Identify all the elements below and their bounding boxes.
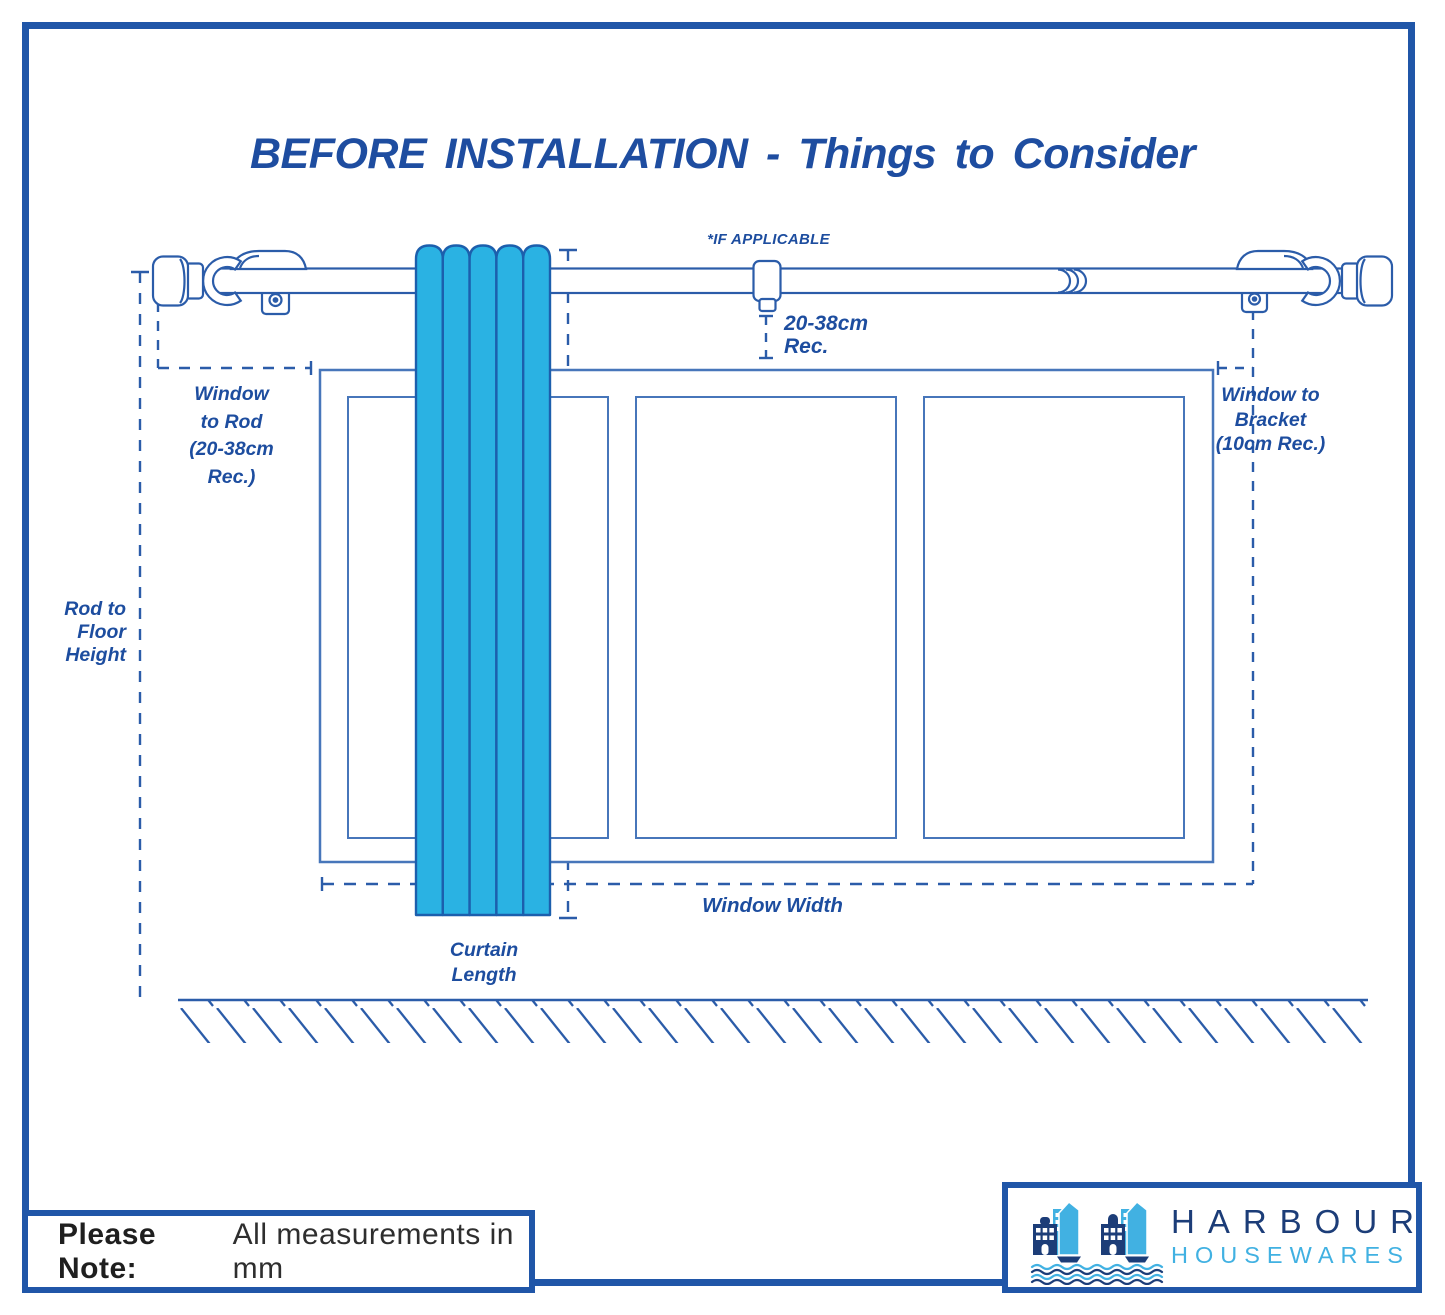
rod-to-floor-label: Rod to Floor Height (64, 598, 126, 666)
floor-line (178, 1000, 1368, 1043)
logo-waves (1032, 1265, 1162, 1284)
rod-to-floor-dashed-line (131, 272, 149, 1000)
logo-text (1171, 1205, 1427, 1268)
window-pane-middle (636, 397, 896, 838)
floor-hatching (178, 1001, 1368, 1043)
curtain-rod (153, 251, 1392, 314)
right-bracket (1237, 251, 1312, 269)
window-pane-right (924, 397, 1184, 838)
bracket-drop-dashed-line (759, 316, 773, 358)
curtain-length-label: Curtain Length (449, 939, 519, 986)
left-finial (153, 257, 203, 306)
center-bracket (754, 261, 781, 311)
rod-pole (212, 269, 1364, 294)
window-to-rod-label: Window to Rod (20-38cm Rec.) (189, 383, 274, 488)
logo-title: HARBOUR (1171, 1203, 1428, 1240)
note-text: All measurements in mm (232, 1217, 514, 1285)
curtain (416, 246, 550, 916)
window-width-label: Window Width (702, 894, 843, 917)
logo-box (1002, 1182, 1428, 1293)
harbour-logo-icon (1028, 1197, 1166, 1285)
page-title: BEFORE INSTALLATION - Things to Consider (249, 130, 1196, 178)
rod-drop-label: 20-38cm Rec. (784, 312, 869, 358)
logo-buildings (1033, 1202, 1149, 1263)
right-finial (1342, 257, 1392, 306)
left-bracket (231, 251, 306, 269)
note-box (22, 1210, 535, 1293)
note-label: Please Note: (58, 1217, 157, 1285)
logo-subtitle: HOUSEWARES (1171, 1242, 1410, 1268)
window-to-bracket-label: Window to Bracket (10cm Rec.) (1215, 384, 1326, 455)
if-applicable-label: *IF APPLICABLE (707, 231, 830, 248)
